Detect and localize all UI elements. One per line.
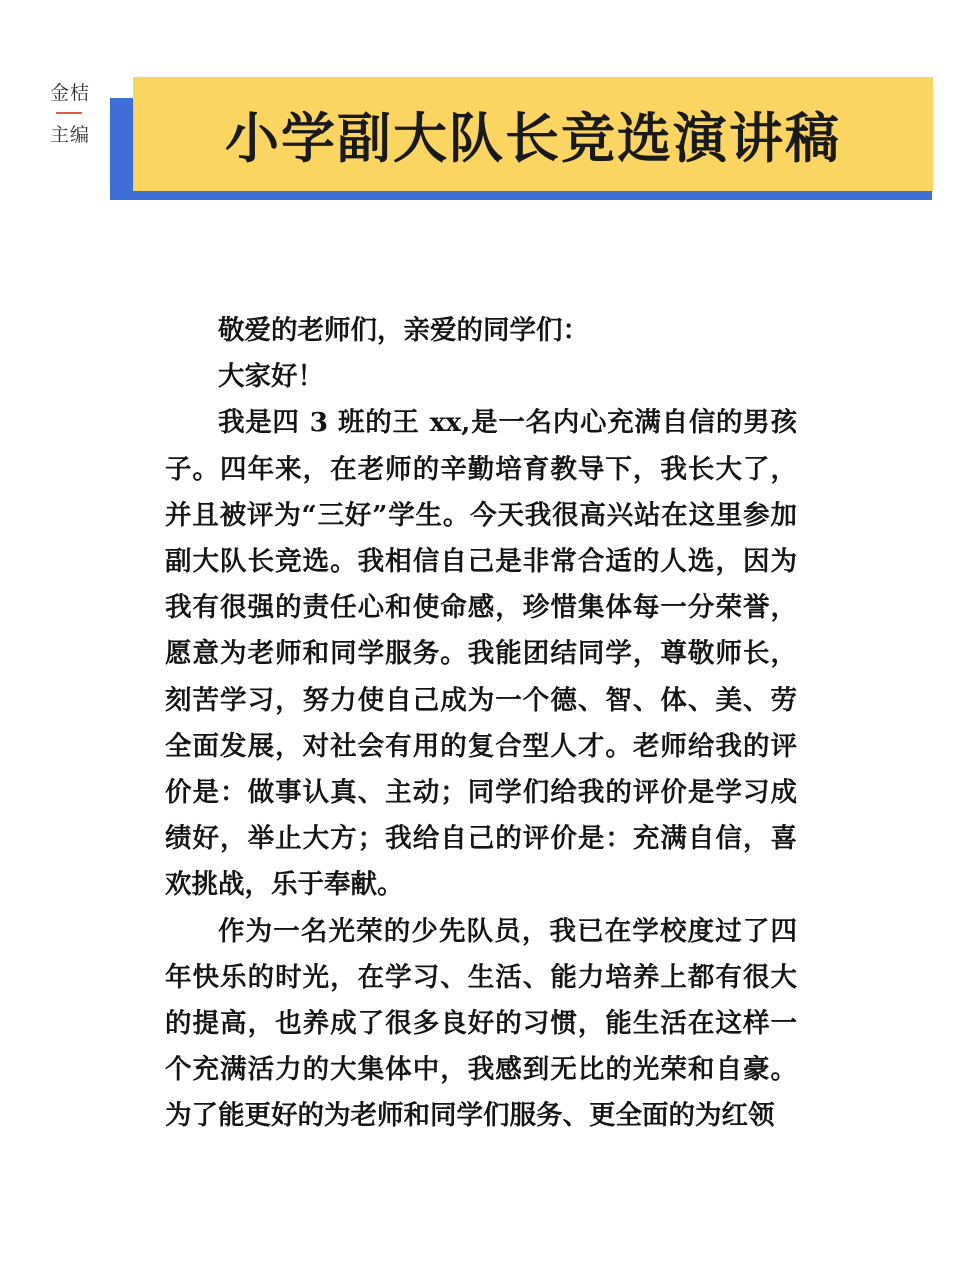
intro-paragraph: 我是四 3 班的王 xx,是一名内心充满自信的男孩子。四年来，在老师的辛勤培育教导下，我长大了，并且被评为“三好”学生。今天我很高兴站在这里参加副大队长竞选。我相信自己是非常合适的人选，因为我有很强的责任心和使命感，珍惜集体每一分荣誉，愿意为老师和同学服务。我能团结同学，尊敬师长，刻苦学习，努力使自己成为一个德、智、体、美、劳全面发展，对社会有用的复合型人才。老师给我的评价是：做事认真、主动；同学们给我的评价是学习成绩好，举止大方；我给自己的评价是：充满自信，喜欢挑战，乐于奉献。	[165, 407, 797, 901]
hello-paragraph: 大家好！	[218, 361, 324, 393]
label-divider	[56, 112, 82, 114]
experience-paragraph: 作为一名光荣的少先队员，我已在学校度过了四年快乐的时光，在学习、生活、能力培养上都有很大的提高，也养成了很多良好的习惯，能生活在这样一个充满活力的大集体中，我感到无比的光荣和自豪。为了能更好的为老师和同学们服务、更全面的为红领	[165, 915, 797, 1132]
role-label: 主编	[50, 124, 91, 146]
page-title: 小学副大队长竞选演讲稿	[225, 106, 841, 170]
speech-body	[165, 308, 797, 1140]
greeting-paragraph: 敬爱的老师们，亲爱的同学们：	[218, 315, 589, 346]
author-label: 金桔	[50, 82, 91, 104]
